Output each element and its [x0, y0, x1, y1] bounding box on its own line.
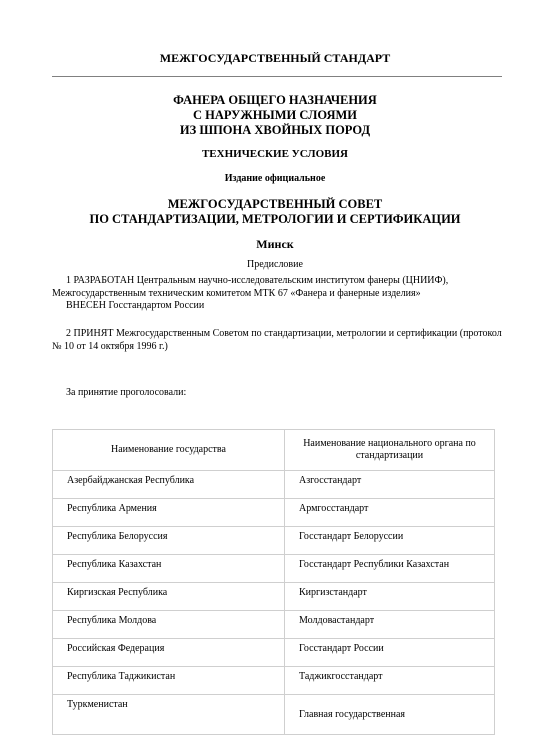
title-line-2: С НАРУЖНЫМИ СЛОЯМИ: [192, 108, 358, 122]
state-cell: Республика Таджикистан: [53, 667, 285, 695]
council-name: [0, 197, 550, 227]
table-row: [53, 471, 495, 499]
table-row: [53, 527, 495, 555]
table-header-row: [53, 430, 495, 471]
council-line-1: МЕЖГОСУДАРСТВЕННЫЙ СОВЕТ: [167, 197, 383, 211]
document-title: [0, 93, 550, 138]
standards-body-cell: Госстандарт Республики Казахстан: [285, 555, 495, 583]
preface-heading: Предисловие: [247, 259, 303, 270]
standards-body-cell: Армгосстандарт: [285, 499, 495, 527]
standards-body-cell: Молдовастандарт: [285, 611, 495, 639]
state-cell: Азербайджанская Республика: [53, 471, 285, 499]
standards-body-cell: Таджикгосстандарт: [285, 667, 495, 695]
header-state-name: Наименование государства: [53, 430, 285, 471]
table-row: [53, 583, 495, 611]
title-line-1: ФАНЕРА ОБЩЕГО НАЗНАЧЕНИЯ: [173, 93, 377, 107]
paragraph-developed: [52, 275, 504, 313]
paragraph-voted: За принятие проголосовали:: [66, 387, 187, 398]
table-row: [53, 695, 495, 735]
paragraph-adopted: 2 ПРИНЯТ Межгосударственным Советом по стандартизации, метрологии и сертификации (протокол № 10 от 14 октября 1996 г.): [52, 328, 502, 352]
standards-body-cell: Главная государственная: [285, 695, 495, 735]
state-cell: Республика Молдова: [53, 611, 285, 639]
council-line-2: ПО СТАНДАРТИЗАЦИИ, МЕТРОЛОГИИ И СЕРТИФИКАЦИИ: [89, 212, 461, 226]
edition-label: Издание официальное: [224, 173, 326, 184]
developed-text: 1 РАЗРАБОТАН Центральным научно-исследовательским институтом фанеры (ЦНИИФ), Межгосударственным техническим комитетом МТК 67 «Фанера и фанерные изделия»: [52, 275, 449, 299]
header-divider: [52, 76, 502, 77]
document-subtitle: ТЕХНИЧЕСКИЕ УСЛОВИЯ: [201, 148, 349, 160]
standard-label: МЕЖГОСУДАРСТВЕННЫЙ СТАНДАРТ: [159, 51, 391, 65]
state-cell: Республика Казахстан: [53, 555, 285, 583]
standards-body-cell: Госстандарт России: [285, 639, 495, 667]
standards-body-cell: Киргизстандарт: [285, 583, 495, 611]
table-row: [53, 667, 495, 695]
table-row: [53, 555, 495, 583]
state-cell: Республика Белоруссия: [53, 527, 285, 555]
introduced-text: ВНЕСЕН Госстандартом России: [66, 300, 205, 311]
title-line-3: ИЗ ШПОНА ХВОЙНЫХ ПОРОД: [179, 123, 371, 137]
table-row: [53, 639, 495, 667]
table-row: [53, 499, 495, 527]
voting-table: [52, 429, 495, 735]
state-cell: Российская Федерация: [53, 639, 285, 667]
state-cell: Республика Армения: [53, 499, 285, 527]
header-standards-body: Наименование национального органа по стандартизации: [285, 430, 495, 471]
standards-body-cell: Госстандарт Белоруссии: [285, 527, 495, 555]
state-cell: Киргизская Республика: [53, 583, 285, 611]
city-label: Минск: [256, 237, 294, 251]
table-row: [53, 611, 495, 639]
state-cell: Туркменистан: [53, 695, 285, 735]
standards-body-cell: Азгосстандарт: [285, 471, 495, 499]
